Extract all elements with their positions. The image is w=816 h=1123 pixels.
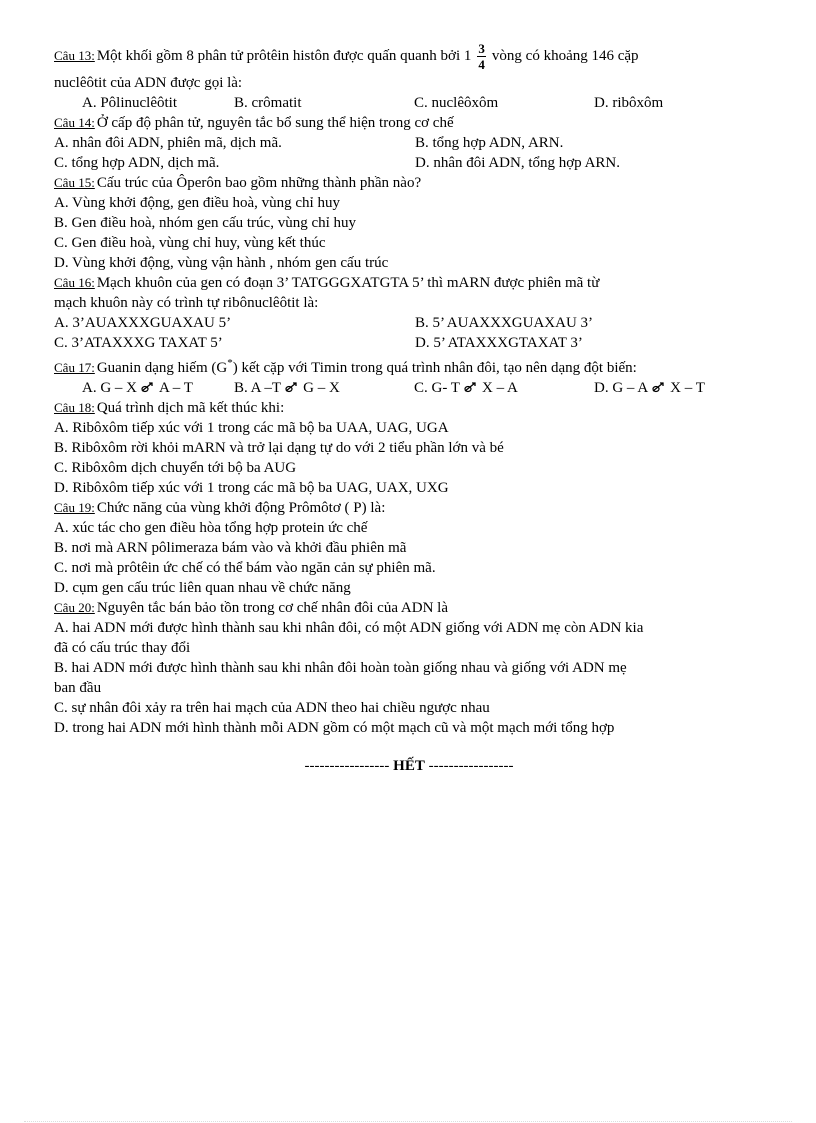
option-c: C. nơi mà prôtêin ức chế có thể bám vào ngăn cản sự phiên mã. xyxy=(54,560,436,576)
options-row xyxy=(54,333,764,353)
question-text: nuclêôtit của ADN được gọi là: xyxy=(54,75,243,91)
question-14 xyxy=(54,113,764,173)
transition-arrow-icon xyxy=(284,381,300,393)
question-15 xyxy=(54,173,764,273)
option-part: C. G- T xyxy=(414,380,460,396)
option-c xyxy=(414,378,594,398)
option-part: X – A xyxy=(481,380,518,396)
option-part: B. A –T xyxy=(234,380,282,396)
question-number: Câu 14: xyxy=(54,115,95,130)
option-d: D. trong hai ADN mới hình thành mỗi ADN gồm có một mạch cũ và một mạch mới tổng hợp xyxy=(54,720,615,736)
question-number: Câu 19: xyxy=(54,500,95,515)
option-a xyxy=(82,378,234,398)
option-c: C. Gen điều hoà, vùng chỉ huy, vùng kết thúc xyxy=(54,235,326,251)
option-d: D. cụm gen cấu trúc liên quan nhau về chức năng xyxy=(54,580,351,596)
option-part: X – T xyxy=(670,380,705,396)
option-part: D. G – A xyxy=(594,380,649,396)
option-d: D. ribôxôm xyxy=(594,95,664,111)
options-row xyxy=(54,313,764,333)
fraction-numerator: 3 xyxy=(478,41,485,56)
question-13 xyxy=(54,42,764,113)
option-d: D. 5’ ATAXXXGTAXAT 3’ xyxy=(415,335,583,351)
transition-arrow-icon xyxy=(651,381,667,393)
question-20 xyxy=(54,598,764,738)
option-a: A. Ribôxôm tiếp xúc với 1 trong các mã bộ ba UAA, UAG, UGA xyxy=(54,420,449,436)
option-c: C. sự nhân đôi xảy ra trên hai mạch của ADN theo hai chiều ngược nhau xyxy=(54,700,490,716)
question-text: Chức năng của vùng khởi động Prômôtơ ( P) là: xyxy=(96,500,386,516)
question-text: Cấu trúc của Ôperôn bao gồm những thành phần nào? xyxy=(96,175,422,191)
option-b: B. tổng hợp ADN, ARN. xyxy=(415,135,564,151)
question-text: Mạch khuôn của gen có đoạn 3’ TATGGGXATGTA 5’ thì mARN được phiên mã từ xyxy=(96,275,600,291)
option-a-continued: đã có cấu trúc thay đổi xyxy=(54,640,191,656)
end-dashes: ----------------- xyxy=(428,758,514,774)
option-b: B. crômatit xyxy=(234,95,302,111)
options-row xyxy=(54,378,764,398)
question-18 xyxy=(54,398,764,498)
option-part: A – T xyxy=(159,380,193,396)
option-b: B. Gen điều hoà, nhóm gen cấu trúc, vùng chỉ huy xyxy=(54,215,357,231)
question-number: Câu 20: xyxy=(54,600,95,615)
question-text: Một khối gồm 8 phân tử prôtêin histôn được quấn quanh bởi 1 xyxy=(96,47,472,64)
option-part: A. G – X xyxy=(82,380,137,396)
options-row xyxy=(54,93,764,113)
question-text: Quá trình dịch mã kết thúc khi: xyxy=(96,400,285,416)
options-row xyxy=(54,153,764,173)
option-d: D. nhân đôi ADN, tổng hợp ARN. xyxy=(415,155,621,171)
option-a: A. 3’AUAXXXGUAXAU 5’ xyxy=(54,315,232,331)
option-b: B. hai ADN mới được hình thành sau khi nhân đôi hoàn toàn giống nhau và giống với ADN mẹ xyxy=(54,660,627,676)
end-label: HẾT xyxy=(393,758,425,774)
question-number: Câu 17: xyxy=(54,360,95,375)
option-d xyxy=(594,378,705,398)
option-b-continued: ban đầu xyxy=(54,680,102,696)
option-b: B. nơi mà ARN pôlimeraza bám vào và khởi đầu phiên mã xyxy=(54,540,407,556)
question-16 xyxy=(54,273,764,353)
question-text: Ở cấp độ phân tử, nguyên tắc bổ sung thể hiện trong cơ chế xyxy=(96,115,454,131)
question-17 xyxy=(54,353,764,398)
superscript-star: * xyxy=(227,357,233,369)
option-a: A. Pôlinuclêôtit xyxy=(82,95,177,111)
option-a: A. xúc tác cho gen điều hòa tổng hợp protein ức chế xyxy=(54,520,368,536)
question-text: mạch khuôn này có trình tự ribônuclêôtit là: xyxy=(54,295,319,311)
page-bottom-rule xyxy=(24,1121,792,1122)
question-number: Câu 13: xyxy=(54,47,95,63)
fraction-denominator: 4 xyxy=(478,57,485,72)
question-number: Câu 18: xyxy=(54,400,95,415)
question-number: Câu 16: xyxy=(54,275,95,290)
exam-page xyxy=(54,38,764,776)
question-text: ) kết cặp với Timin trong quá trình nhân đôi, tạo nên dạng đột biến: xyxy=(232,360,637,376)
option-c: C. 3’ATAXXXG TAXAT 5’ xyxy=(54,335,223,351)
option-b: B. 5’ AUAXXXGUAXAU 3’ xyxy=(415,315,594,331)
option-b xyxy=(234,378,414,398)
transition-arrow-icon xyxy=(140,381,156,393)
fraction xyxy=(477,42,486,71)
option-c: C. Ribôxôm dịch chuyển tới bộ ba AUG xyxy=(54,460,297,476)
option-c: C. nuclêôxôm xyxy=(414,95,499,111)
option-a: A. Vùng khởi động, gen điều hoà, vùng chỉ huy xyxy=(54,195,340,211)
question-text: Guanin dạng hiếm (G xyxy=(96,360,228,376)
option-a: A. hai ADN mới được hình thành sau khi nhân đôi, có một ADN giống với ADN mẹ còn ADN kia xyxy=(54,620,644,636)
question-19 xyxy=(54,498,764,598)
option-b: B. Ribôxôm rời khỏi mARN và trở lại dạng tự do với 2 tiểu phần lớn và bé xyxy=(54,440,504,456)
question-text: vòng có khoảng 146 cặp xyxy=(491,47,639,64)
option-d: D. Ribôxôm tiếp xúc với 1 trong các mã bộ ba UAG, UAX, UXG xyxy=(54,480,449,496)
end-dashes: ----------------- xyxy=(304,758,390,774)
question-text: Nguyên tắc bán bảo tồn trong cơ chế nhân đôi của ADN là xyxy=(96,600,448,616)
option-part: G – X xyxy=(303,380,340,396)
end-marker xyxy=(54,756,764,776)
option-c: C. tổng hợp ADN, dịch mã. xyxy=(54,155,220,171)
options-row xyxy=(54,133,764,153)
transition-arrow-icon xyxy=(463,381,479,393)
question-number: Câu 15: xyxy=(54,175,95,190)
option-a: A. nhân đôi ADN, phiên mã, dịch mã. xyxy=(54,135,282,151)
option-d: D. Vùng khởi động, vùng vận hành , nhóm gen cấu trúc xyxy=(54,255,389,271)
